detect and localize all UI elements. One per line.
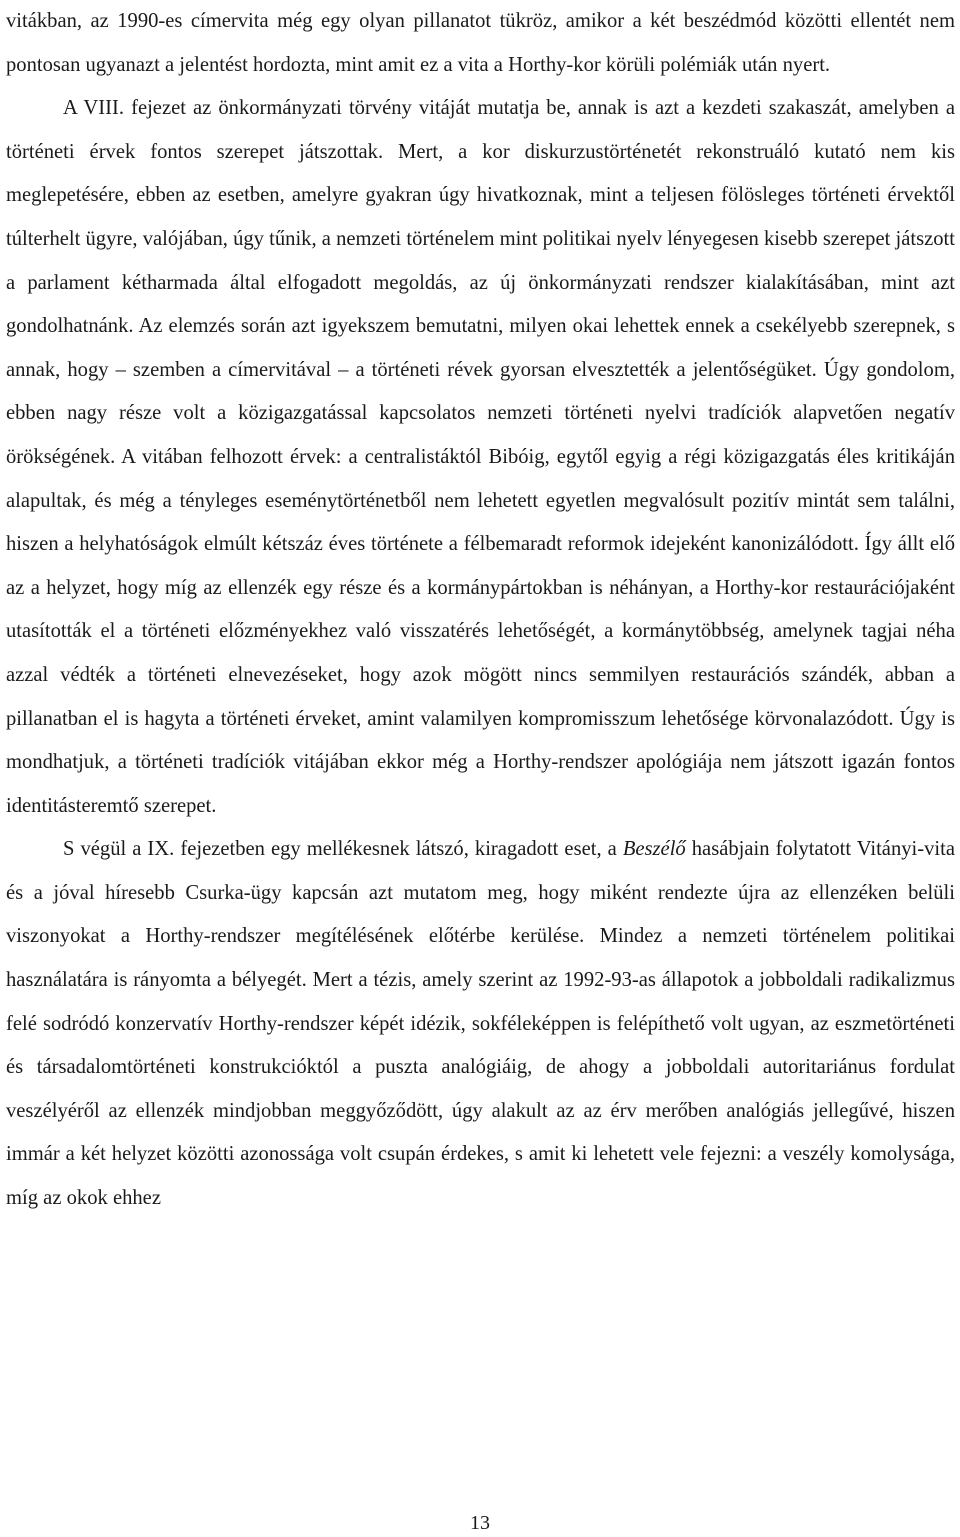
journal-title-italic: Beszélő [622, 838, 686, 861]
paragraph-chapter-ix [6, 828, 955, 1220]
document-body [6, 0, 955, 1221]
paragraph-continuation: vitákban, az 1990-es címervita még egy olyan pillanatot tükröz, amikor a két beszédmód közötti ellentét nem pontosan ugyanazt a jelentést hordozta, mint amit ez a vita a Horthy-kor körüli polémiák után nyert. [6, 10, 955, 76]
page-number: 13 [470, 1512, 490, 1534]
paragraph-chapter-viii: A VIII. fejezet az önkormányzati törvény vitáját mutatja be, annak is azt a kezdeti szakaszát, amelyben a történeti érvek fontos szerepet játszottak. Mert, a kor diskurzustörténetét rekonstruáló kutató nem kis meglepetésére, ebben az esetben, amelyre gyakran úgy hivatkoznak, mint a teljesen fölösleges történeti érvektől túlterhelt ügyre, valójában, úgy tűnik, a nemzeti történelem mint politikai nyelv lényegesen kisebb szerepet játszott a parlament kétharmada által elfogadott megoldás, az új önkormányzati rendszer kialakításában, mint azt gondolhatnánk. Az elemzés során azt igyekszem bemutatni, milyen okai lehettek ennek a csekélyebb szerepnek, s annak, hogy – szemben a címervitával – a történeti révek gyorsan elvesztették a jelentőségüket. Úgy gondolom, ebben nagy része volt a közigazgatással kapcsolatos nemzeti történeti nyelvi tradíciók alapvetően negatív örökségének. A vitában felhozott érvek: a centralistáktól Bibóig, egytől egyig a régi közigazgatás éles kritikáján alapultak, és még a tényleges eseménytörténetből nem lehetett egyetlen megvalósult pozitív mintát sem találni, hiszen a helyhatóságok elmúlt kétszáz éves története a félbemaradt reformok idejeként kanonizálódott. Így állt elő az a helyzet, hogy míg az ellenzék egy része és a kormánypártokban is néhányan, a Horthy-kor restaurációjaként utasították el a történeti előzményekhez való visszatérés lehetőségét, a kormánytöbbség, amelynek tagjai néha azzal védték a történeti elnevezéseket, hogy azok mögött nincs semmilyen restaurációs szándék, abban a pillanatban el is hagyta a történeti érveket, amint valamilyen kompromisszum lehetősége körvonalazódott. Úgy is mondhatjuk, a történeti tradíciók vitájában ekkor még a Horthy-rendszer apológiája nem játszott igazán fontos identitásteremtő szerepet. [6, 97, 955, 817]
paragraph-text-after: hasábjain folytatott Vitányi-vita és a jóval híresebb Csurka-ügy kapcsán azt mutatom meg, hogy miként rendezte újra az ellenzéken belüli viszonyokat a Horthy-rendszer megítélésének előtérbe kerülése. Mindez a nemzeti történelem politikai használatára is rányomta a bélyegét. Mert a tézis, amely szerint az 1992-93-as állapotok a jobboldali radikalizmus felé sodródó konzervatív Horthy-rendszer képét idézik, sokféleképpen is felépíthető volt ugyan, az eszmetörténeti és társadalomtörténeti konstrukcióktól a puszta analógiáig, de ahogy a jobboldali autoritariánus fordulat veszélyéről az ellenzék mindjobban meggyőződött, úgy alakult az az érv merőben analógiás jellegűvé, hiszen immár a két helyzet közötti azonossága volt csupán érdekes, s amit ki lehetett vele fejezni: a veszély komolysága, míg az okok ehhez [6, 838, 955, 1210]
paragraph-text-before: S végül a IX. fejezetben egy mellékesnek látszó, kiragadott eset, a [63, 838, 623, 861]
